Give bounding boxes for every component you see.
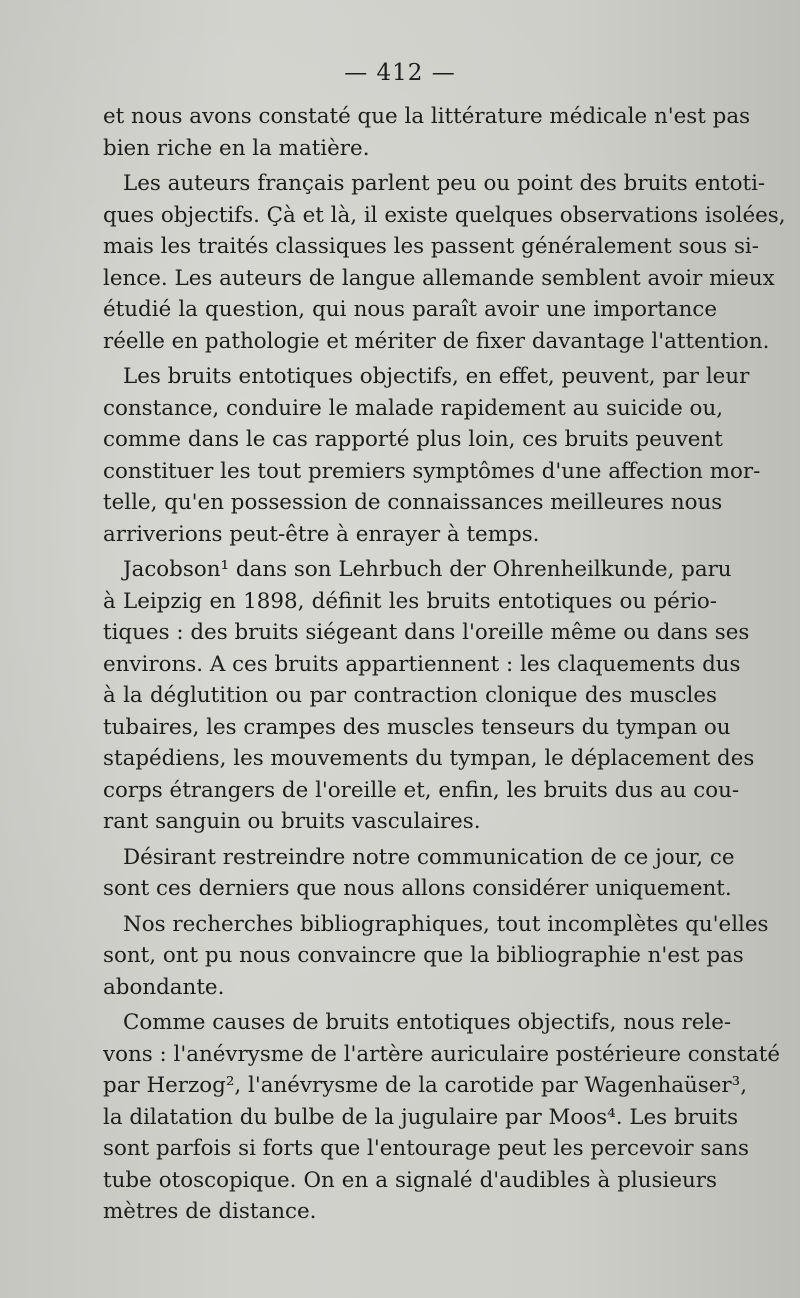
text-line: Désirant restreindre notre communication de ce jour, ce bbox=[123, 844, 735, 870]
text-line: comme dans le cas rapporté plus loin, ces bruits peuvent bbox=[103, 427, 723, 452]
text-line: ques objectifs. Çà et là, il existe quelques observations isolées, bbox=[103, 202, 786, 228]
text-line: mais les traités classiques les passent généralement sous si- bbox=[103, 234, 759, 259]
paragraph bbox=[103, 168, 786, 357]
text-line: stapédiens, les mouvements du tympan, le déplacement des bbox=[103, 746, 755, 771]
text-line: constituer les tout premiers symptômes d'une affection mor- bbox=[103, 458, 761, 484]
text-line: Les bruits entotiques objectifs, en effet, peuvent, par leur bbox=[123, 364, 750, 389]
text-line: sont ces derniers que nous allons considérer uniquement. bbox=[103, 876, 732, 901]
text-line: et nous avons constaté que la littérature médicale n'est pas bbox=[103, 104, 751, 129]
text-line: telle, qu'en possession de connaissances meilleures nous bbox=[103, 490, 723, 515]
text-line: à la déglutition ou par contraction clonique des muscles bbox=[103, 683, 717, 708]
text-line: tiques : des bruits siégeant dans l'oreille même ou dans ses bbox=[103, 620, 750, 645]
text-line: environs. A ces bruits appartiennent : les claquements dus bbox=[103, 651, 741, 677]
paragraph bbox=[103, 909, 769, 1004]
paragraph bbox=[103, 1007, 781, 1228]
text-line: Les auteurs français parlent peu ou point des bruits entoti- bbox=[123, 171, 766, 196]
paragraph bbox=[103, 842, 735, 905]
text-line: tubaires, les crampes des muscles tenseurs du tympan ou bbox=[103, 714, 731, 740]
text-line: à Leipzig en 1898, définit les bruits entotiques ou pério- bbox=[103, 588, 717, 614]
text-line: Nos recherches bibliographiques, tout incomplètes qu'elles bbox=[123, 911, 769, 937]
paragraph bbox=[103, 361, 761, 550]
text-line: lence. Les auteurs de langue allemande semblent avoir mieux bbox=[103, 265, 775, 291]
body-text bbox=[103, 101, 786, 1228]
text-line: réelle en pathologie et mériter de fixer davantage l'attention. bbox=[103, 328, 770, 354]
text-line: arriverions peut-être à enrayer à temps. bbox=[103, 521, 540, 547]
text-line: par Herzog², l'anévrysme de la carotide par Wagenhaüser³, bbox=[103, 1073, 748, 1098]
text-line: la dilatation du bulbe de la jugulaire par Moos⁴. Les bruits bbox=[103, 1104, 739, 1130]
text-line: sont parfois si forts que l'entourage peut les percevoir sans bbox=[103, 1136, 749, 1161]
text-line: bien riche en la matière. bbox=[103, 135, 370, 161]
page-number: — 412 — bbox=[344, 60, 456, 86]
text-line: sont, ont pu nous convaincre que la bibliographie n'est pas bbox=[103, 943, 744, 968]
paragraph bbox=[103, 101, 751, 164]
text-line: abondante. bbox=[103, 974, 225, 1000]
text-line: étudié la question, qui nous paraît avoir une importance bbox=[103, 297, 717, 322]
text-line: constance, conduire le malade rapidement au suicide ou, bbox=[103, 395, 724, 421]
text-line: mètres de distance. bbox=[103, 1199, 317, 1224]
text-line: corps étrangers de l'oreille et, enfin, les bruits dus au cou- bbox=[103, 777, 740, 803]
text-line: rant sanguin ou bruits vasculaires. bbox=[103, 809, 481, 834]
text-line: vons : l'anévrysme de l'artère auriculaire postérieure constaté bbox=[103, 1041, 781, 1067]
text-line: tube otoscopique. On en a signalé d'audibles à plusieurs bbox=[103, 1167, 717, 1193]
text-line: Jacobson¹ dans son Lehrbuch der Ohrenheilkunde, paru bbox=[123, 557, 732, 582]
paragraph bbox=[103, 554, 755, 838]
text-line: Comme causes de bruits entotiques objectifs, nous rele- bbox=[123, 1010, 732, 1035]
